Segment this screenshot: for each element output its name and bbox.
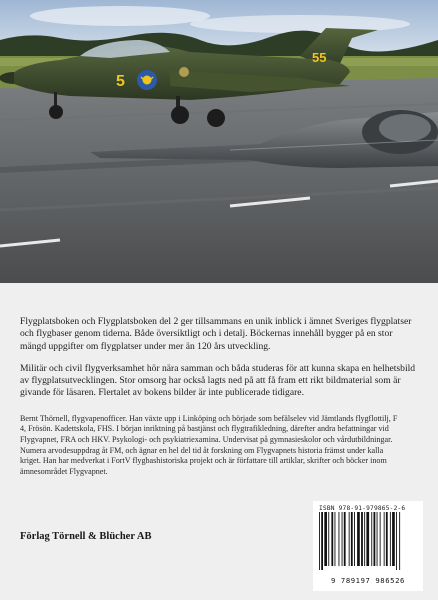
swedish-roundel-icon <box>137 70 157 90</box>
tail-code: 55 <box>312 50 327 65</box>
jet-aircraft-photo <box>0 0 438 283</box>
barcode-digits: 9 789197 986526 <box>331 576 405 585</box>
nose-code: 5 <box>116 73 125 90</box>
description-paragraph-2: Militär och civil flygverksamhet hör nära samman och båda studeras för att kunna skapa en helhetsbild av flygplatsutvecklingen. Stor omsorg har också lagts ned på att få fram ett rikt bildmaterial som är givande för läsaren. Flertalet av bokens bilder är inte publicerade tidigare. <box>20 362 416 399</box>
description-paragraph-1: Flygplatsboken och Flygplatsboken del 2 ger tillsammans en unik inblick i ämnet Sveriges flygplatser och flygbaser genom tiderna. Både översiktligt och i detalj. Böckernas innehåll bygger på en stor mängd uppgifter om flygplatser under mer än 120 års utveckling. <box>20 316 412 352</box>
isbn-barcode <box>313 501 423 591</box>
isbn-label: ISBN 978-91-979865-2-6 <box>319 505 406 512</box>
author-bio: Bernt Thörnell, flygvapenofficer. Han växte upp i Linköping och började som befälselev vid Jämtlands flygflottilj, F 4, Frösön. Kadettskola, FHS. I början inriktning på bastjänst och flygtrafikledning, därefter andra befattningar vid Flygvapnet, FRA och HKV. Psykologi- och psykiatriexamina. Undervisat på gymnasieskolor och vårdutbildningar. Numera arvodesuppdrag åt FM, och ägnar en hel del tid åt forskning om Flygvapnets historia främst under kalla kriget. Han har medverkat i FortV flygbashistoriska projekt och är författare till artiklar, skrifter och böcker inom ämnesområdet Flygvapnet. <box>20 413 398 476</box>
publisher-name: Förlag Törnell & Blücher AB <box>20 531 152 542</box>
barcode-icon <box>317 512 419 570</box>
back-cover-text <box>20 316 420 477</box>
runway <box>0 78 438 283</box>
cover-photo <box>0 0 438 283</box>
